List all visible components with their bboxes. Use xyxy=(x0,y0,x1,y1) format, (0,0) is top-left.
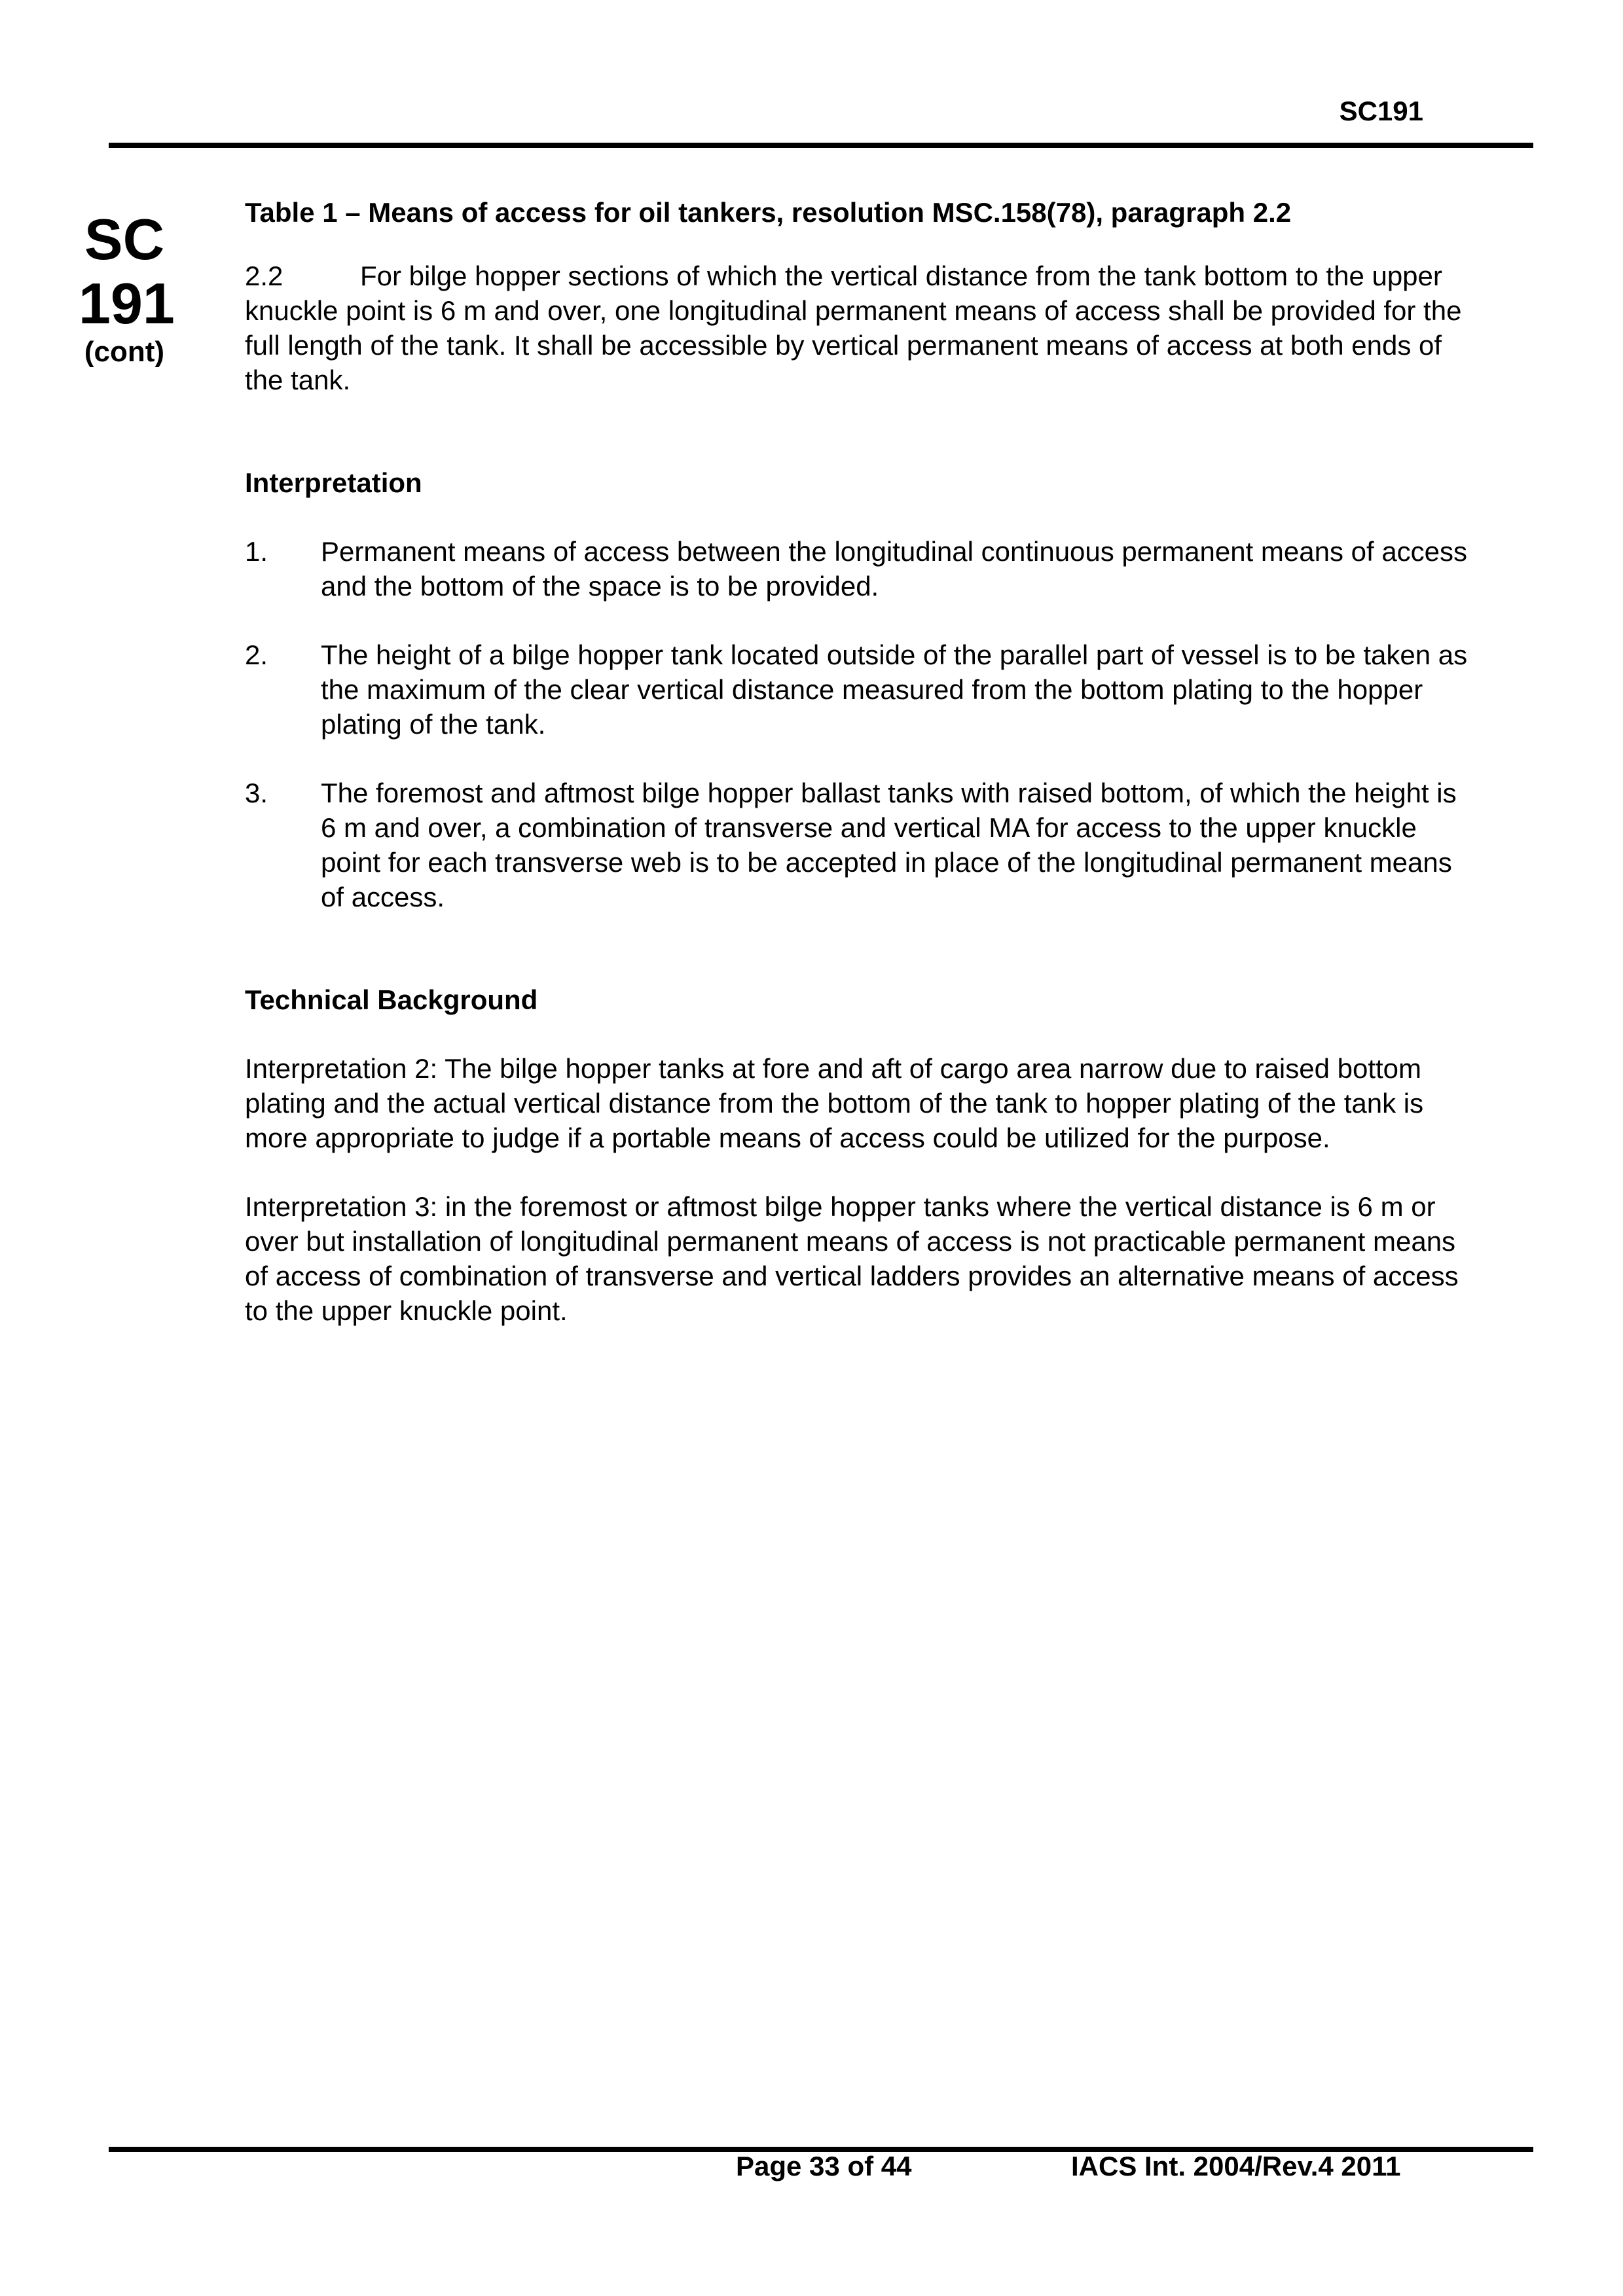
list-item-number: 3. xyxy=(245,778,268,808)
header-document-code: SC191 xyxy=(1339,96,1423,126)
side-label xyxy=(79,207,175,369)
header-rule xyxy=(109,143,1533,148)
list-item-text: The height of a bilge hopper tank located outside of the parallel part of vessel is to be taken as the maximum of the clear vertical distance measured from the bottom plating to the hopper plating of the tank. xyxy=(321,639,1468,740)
list-item-text: Permanent means of access between the longitudinal continuous permanent means of access and the bottom of the space is to be provided. xyxy=(321,536,1468,601)
list-item xyxy=(245,776,1476,914)
side-label-code: SC xyxy=(84,207,165,272)
table-title: Table 1 – Means of access for oil tankers, resolution MSC.158(78), paragraph 2.2 xyxy=(245,197,1292,228)
paragraph-number: 2.2 xyxy=(245,260,283,291)
technical-background-paragraph: Interpretation 3: in the foremost or aftmost bilge hopper tanks where the vertical distance is 6 m or over but installation of longitudinal permanent means of access is not practicable permanent means of access of combination of transverse and vertical ladders provides an alternative means of access to the upper knuckle point. xyxy=(245,1191,1459,1326)
document-reference: IACS Int. 2004/Rev.4 2011 xyxy=(1071,2151,1401,2181)
list-item xyxy=(245,637,1476,742)
main-content xyxy=(245,195,1476,1328)
technical-background-paragraph: Interpretation 2: The bilge hopper tanks at fore and aft of cargo area narrow due to raised bottom plating and the actual vertical distance from the bottom of the tank to hopper plating of the tank is more appropriate to judge if a portable means of access could be utilized for the purpose. xyxy=(245,1053,1424,1153)
list-item-number: 1. xyxy=(245,536,268,567)
side-label-number: 191 xyxy=(79,271,175,336)
interpretation-list xyxy=(245,534,1476,914)
list-item-number: 2. xyxy=(245,639,268,670)
list-item xyxy=(245,534,1476,603)
page-number: Page 33 of 44 xyxy=(736,2151,912,2181)
interpretation-heading: Interpretation xyxy=(245,467,422,498)
list-item-text: The foremost and aftmost bilge hopper ballast tanks with raised bottom, of which the height is 6 m and over, a combination of transverse and vertical MA for access to the upper knuckle point for each transverse web is to be accepted in place of the longitudinal permanent means of access. xyxy=(321,778,1457,912)
technical-background-heading: Technical Background xyxy=(245,984,538,1015)
side-label-cont: (cont) xyxy=(84,336,165,368)
paragraph-text: For bilge hopper sections of which the vertical distance from the tank bottom to the upper knuckle point is 6 m and over, one longitudinal permanent means of access shall be provided for the full length of the tank. It shall be accessible by vertical permanent means of access at both ends of the tank. xyxy=(245,260,1462,395)
paragraph-2-2 xyxy=(245,259,1476,397)
